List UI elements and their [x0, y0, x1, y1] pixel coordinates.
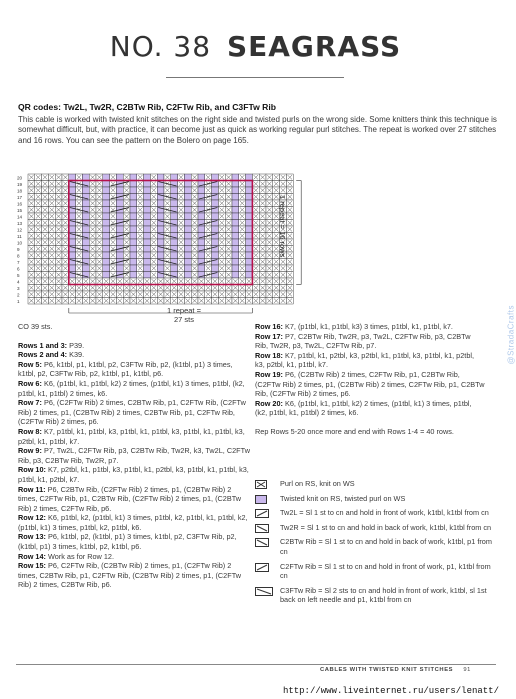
twisted-knit-cell	[144, 272, 151, 279]
intro-paragraph: This cable is worked with twisted knit stitches on the right side and twisted purls on the wrong side. Some knitters think this technique is somewhat difficult, but, with practice, it can become just as quick as working regular purl stitches. The repeat is worked over 27 stitches and 16 rows. You can see the pattern on the Bolero on page 165.	[18, 114, 497, 145]
repeat-height-text: 1 repeat =	[278, 195, 287, 229]
row-label: Row 20:	[255, 398, 283, 408]
twisted-knit-cell	[130, 220, 137, 227]
twisted-knit-cell	[232, 233, 239, 240]
row-label: Row 11:	[18, 484, 46, 494]
twisted-knit-cell	[69, 239, 76, 246]
twisted-knit-cell	[246, 272, 253, 279]
twisted-knit-cell	[116, 213, 123, 220]
twisted-knit-cell	[212, 239, 219, 246]
twisted-knit-cell	[171, 239, 178, 246]
twisted-knit-cell	[198, 200, 205, 207]
row-text: P39.	[67, 340, 85, 350]
row-text: K7, p1tbl, k1, p2tbl, k3, p2tbl, k1, p1tbl, k3, p1tbl, k1, p2tbl, k3, p2tbl, k1, p1tbl, k7.	[255, 350, 475, 370]
row-text: P6, k1tbl, p2, (k1tbl, p1) 3 times, k1tbl, p2, C3FTw Rib, p2, (k1tbl, p1) 3 times, k1tbl, p2, k1tbl, p6.	[18, 532, 237, 552]
twisted-knit-cell	[130, 259, 137, 266]
twisted-knit-cell	[198, 239, 205, 246]
key-item	[255, 586, 495, 605]
twisted-knit-cell	[171, 252, 178, 259]
row-text: P6, (C2BTw Rib) 2 times, C2FTw Rib, p1, C2BTw Rib, (C2FTw Rib) 2 times, p1, (C2BTw Rib) 2 times, C2FTw Rib, p1, C2BTw Rib, (C2FTw Rib) 2 times, p6.	[255, 369, 485, 399]
twisted-knit-cell	[103, 207, 110, 214]
twisted-knit-cell	[103, 194, 110, 201]
purl-symbol	[255, 480, 267, 489]
twisted-knit-cell	[144, 207, 151, 214]
twisted-knit-cell	[144, 213, 151, 220]
key-text: C3FTw Rib = Sl 2 sts to cn and hold in front of work, k1tbl, sl 1st back on left needle and p1, k1tbl from cn	[280, 585, 487, 605]
twisted-knit-symbol	[255, 495, 267, 504]
twisted-knit-cell	[212, 213, 219, 220]
twisted-knit-cell	[232, 181, 239, 188]
row-number: 17	[17, 194, 23, 200]
row-text: K7, p2tbl, k1, p1tbl, k3, p1tbl, k1, p2tbl, k3, p1tbl, k1, p1tbl, k3, p1tbl, k1, p2tbl, k7.	[18, 465, 249, 484]
twisted-knit-cell	[184, 200, 191, 207]
instruction-row	[18, 427, 250, 446]
instruction-row	[18, 532, 250, 551]
twisted-knit-cell	[184, 207, 191, 214]
row-number: 3	[17, 285, 20, 291]
row-text: P6, k1tbl, p1, k1tbl, p2, C3FTw Rib, p2, (k1tbl, p1) 3 times, k1tbl, p2, C3FTw Rib, p2, k1tbl, p1, k1tbl, p6.	[18, 359, 233, 379]
twisted-knit-cell	[157, 226, 164, 233]
twisted-knit-cell	[212, 200, 219, 207]
twisted-knit-cell	[130, 246, 137, 253]
twisted-knit-cell	[103, 239, 110, 246]
twisted-knit-cell	[184, 265, 191, 272]
twisted-knit-cell	[232, 220, 239, 227]
row-number: 1	[17, 298, 20, 304]
twisted-knit-cell	[184, 239, 191, 246]
row-number: 13	[17, 220, 23, 226]
row-number: 7	[17, 259, 20, 265]
twisted-knit-cell	[184, 259, 191, 266]
row-text: P6, (C2FTw Rib) 2 times, C2BTw Rib, p1, C2FTw Rib, (C2FTw Rib) 2 times, p1, (C2BTw Rib) 2 times, C2BTw Rib, p1, C2FTw Rib, (C2FTw Rib) 2 times, p6.	[18, 398, 246, 427]
row-number-column	[17, 175, 23, 303]
repeat-width-text: 1 repeat =	[167, 306, 201, 315]
twisted-knit-cell	[144, 265, 151, 272]
key-text: Tw2L = Sl 1 st to cn and hold in front of work, k1tbl, k1tbl from cn	[280, 508, 489, 518]
footer-section: CABLES WITH TWISTED KNIT STITCHES	[319, 667, 454, 673]
row-list-right	[255, 322, 485, 418]
twisted-knit-cell	[246, 265, 253, 272]
twisted-knit-cell	[69, 200, 76, 207]
instruction-row	[18, 465, 250, 484]
twisted-knit-cell	[144, 187, 151, 194]
row-label: Row 14:	[18, 551, 46, 561]
key-text: Twisted knit on RS, twisted purl on WS	[280, 493, 406, 503]
instruction-row	[18, 360, 250, 379]
twisted-knit-cell	[130, 233, 137, 240]
twisted-knit-cell	[171, 226, 178, 233]
twisted-knit-cell	[69, 187, 76, 194]
instruction-row	[18, 341, 250, 351]
twisted-knit-cell	[184, 181, 191, 188]
row-number: 19	[17, 181, 23, 187]
twisted-knit-cell	[171, 213, 178, 220]
instruction-row	[18, 561, 250, 590]
twisted-knit-cell	[232, 207, 239, 214]
twisted-knit-cell	[130, 252, 137, 259]
intro-section	[18, 102, 500, 146]
twisted-knit-cell	[116, 187, 123, 194]
twisted-knit-cell	[116, 174, 123, 181]
row-number: 12	[17, 227, 23, 233]
twisted-knit-cell	[69, 226, 76, 233]
twisted-knit-cell	[103, 259, 110, 266]
row-label: Row 10:	[18, 465, 46, 475]
row-number: 6	[17, 266, 20, 272]
twisted-knit-cell	[171, 187, 178, 194]
twisted-knit-cell	[69, 265, 76, 272]
twisted-knit-cell	[232, 246, 239, 253]
row-text: K6, p1tbl, k2, (p1tbl, k1) 3 times, p1tbl, k2, p1tbl, k1, p1tbl, k2, (p1tbl, k1) 3 times, p1tbl, k2, p1tbl, k6.	[18, 513, 248, 532]
row-text: P7, Tw2L, C2FTw Rib, p3, C2BTw Rib, Tw2R, k3, Tw2L, C2FTw Rib, p3, C2BTw Rib, Tw2R, p7.	[18, 446, 250, 465]
twisted-knit-cell	[232, 174, 239, 181]
pattern-title	[0, 30, 511, 63]
twisted-knit-cell	[144, 220, 151, 227]
twisted-knit-cell	[232, 259, 239, 266]
twisted-knit-cell	[130, 272, 137, 279]
twisted-knit-cell	[246, 181, 253, 188]
twisted-knit-cell	[246, 233, 253, 240]
twisted-knit-cell	[246, 187, 253, 194]
key-item	[255, 494, 495, 504]
qr-codes-heading: QR codes: Tw2L, Tw2R, C2BTw Rib, C2FTw Rib, and C3FTw Rib	[18, 102, 276, 112]
row-label: Row 18:	[255, 350, 283, 360]
row-label: Row 12:	[18, 513, 46, 523]
repeat-instruction: Rep Rows 5-20 once more and end with Rows 1-4 = 40 rows.	[255, 426, 454, 436]
twisted-knit-cell	[212, 226, 219, 233]
row-label: Row 6:	[18, 378, 42, 388]
twisted-knit-cell	[232, 239, 239, 246]
instruction-row	[18, 552, 250, 562]
row-label: Row 16:	[255, 322, 283, 331]
twisted-knit-cell	[103, 272, 110, 279]
repeat-height-count: 16 rows	[278, 231, 287, 258]
side-credit: @StradaCrafts	[507, 305, 516, 365]
twisted-knit-cell	[103, 220, 110, 227]
footer-divider	[16, 664, 496, 665]
twisted-knit-cell	[116, 265, 123, 272]
twisted-knit-cell	[246, 200, 253, 207]
key-text: Tw2R = Sl 1 st to cn and hold in back of work, k1tbl, k1tbl from cn	[280, 522, 492, 532]
instructions-left	[18, 322, 250, 590]
twisted-knit-cell	[184, 220, 191, 227]
row-list-left	[18, 341, 250, 590]
twisted-knit-cell	[157, 174, 164, 181]
twisted-knit-cell	[232, 265, 239, 272]
twisted-knit-cell	[116, 252, 123, 259]
twisted-knit-cell	[130, 226, 137, 233]
twisted-knit-cell	[157, 265, 164, 272]
twisted-knit-cell	[103, 200, 110, 207]
twisted-knit-cell	[116, 200, 123, 207]
row-number: 9	[17, 246, 20, 252]
twisted-knit-cell	[232, 213, 239, 220]
row-label: Rows 2 and 4:	[18, 350, 68, 360]
twisted-knit-cell	[103, 174, 110, 181]
twisted-knit-cell	[232, 272, 239, 279]
twisted-knit-cell	[157, 200, 164, 207]
twisted-knit-cell	[82, 213, 89, 220]
key-item	[255, 523, 495, 533]
twisted-knit-cell	[103, 233, 110, 240]
instruction-row	[255, 351, 485, 370]
twisted-knit-cell	[130, 207, 137, 214]
twisted-knit-cell	[171, 200, 178, 207]
twisted-knit-cell	[184, 226, 191, 233]
row-text: P7, C2BTw Rib, Tw2R, p3, Tw2L, C2FTw Rib, p3, C2BTw Rib, Tw2R, p3, Tw2L, C2FTw Rib, p7.	[255, 331, 471, 351]
twisted-knit-cell	[157, 213, 164, 220]
row-number: 10	[17, 240, 23, 246]
row-number: 14	[17, 214, 23, 220]
twisted-knit-cell	[198, 213, 205, 220]
twisted-knit-cell	[246, 259, 253, 266]
twisted-knit-cell	[130, 265, 137, 272]
row-label: Row 13:	[18, 532, 46, 542]
repeat-height-label	[278, 195, 287, 258]
twisted-knit-cell	[130, 174, 137, 181]
row-number: 4	[17, 279, 20, 285]
twisted-knit-cell	[246, 220, 253, 227]
row-label: Row 5:	[18, 359, 42, 369]
chart-key	[255, 479, 495, 610]
twisted-knit-cell	[103, 213, 110, 220]
row-label: Row 15:	[18, 561, 46, 571]
c2ftw-rib-symbol	[255, 563, 269, 572]
instruction-row	[18, 446, 250, 465]
c2btw-rib-symbol	[255, 538, 269, 547]
twisted-knit-cell	[184, 272, 191, 279]
instruction-row	[255, 370, 485, 399]
twisted-knit-cell	[144, 226, 151, 233]
twisted-knit-cell	[82, 200, 89, 207]
twisted-knit-cell	[184, 187, 191, 194]
row-text: P6, C2BTw Rib, (C2FTw Rib) 2 times, p1, (C2BTw Rib) 2 times, C2FTw Rib, p1, C2BTw Rib, (C2FTw Rib) 2 times, p1, (C2BTw Rib) 2 times, C2FTw Rib, p6.	[18, 484, 242, 513]
row-text: K7, (p1tbl, k1, p1tbl, k3) 3 times, p1tbl, k1, p1tbl, k7.	[282, 322, 453, 331]
twisted-knit-cell	[184, 246, 191, 253]
twisted-knit-cell	[82, 226, 89, 233]
instruction-row	[255, 322, 485, 332]
row-text: K6, (p1tbl, k1, p1tbl, k2) 2 times, (p1tbl, k1) 3 times, p1tbl, (k2, p1tbl, k1, p1tbl) 2 times, k6.	[255, 398, 472, 418]
instruction-row	[255, 399, 485, 418]
twisted-knit-cell	[171, 174, 178, 181]
twisted-knit-cell	[246, 174, 253, 181]
row-label: Row 8:	[18, 426, 42, 436]
twisted-knit-cell	[69, 213, 76, 220]
instructions-right	[255, 322, 485, 437]
twisted-knit-cell	[198, 174, 205, 181]
page-footer	[320, 667, 471, 673]
tw2r-symbol	[255, 524, 269, 533]
row-number: 15	[17, 207, 23, 213]
twisted-knit-cell	[246, 252, 253, 259]
row-number: 2	[17, 292, 20, 298]
twisted-knit-cell	[198, 265, 205, 272]
row-label: Row 17:	[255, 331, 283, 341]
twisted-knit-cell	[144, 252, 151, 259]
twisted-knit-cell	[82, 174, 89, 181]
instruction-row	[255, 332, 485, 351]
twisted-knit-cell	[144, 194, 151, 201]
page-number: 91	[463, 667, 471, 673]
row-label: Row 19:	[255, 369, 283, 379]
twisted-knit-cell	[144, 181, 151, 188]
twisted-knit-cell	[246, 246, 253, 253]
twisted-knit-cell	[184, 174, 191, 181]
row-number: 11	[17, 233, 22, 239]
twisted-knit-cell	[69, 252, 76, 259]
twisted-knit-cell	[116, 226, 123, 233]
twisted-knit-cell	[103, 187, 110, 194]
twisted-knit-cell	[212, 187, 219, 194]
twisted-knit-cell	[232, 252, 239, 259]
twisted-knit-cell	[232, 226, 239, 233]
twisted-knit-cell	[130, 200, 137, 207]
pattern-number: NO. 38	[109, 30, 212, 63]
instruction-row	[18, 398, 250, 427]
twisted-knit-cell	[184, 252, 191, 259]
twisted-knit-cell	[232, 200, 239, 207]
row-label: Rows 1 and 3:	[18, 340, 68, 350]
row-label: Row 7:	[18, 398, 42, 408]
instruction-row	[18, 513, 250, 532]
instruction-row	[18, 379, 250, 398]
source-url: http://www.liveinternet.ru/users/lenatt/	[282, 686, 499, 696]
twisted-knit-cell	[184, 213, 191, 220]
twisted-knit-cell	[246, 226, 253, 233]
key-item	[255, 562, 495, 581]
key-text: Purl on RS, knit on WS	[280, 479, 355, 488]
twisted-knit-cell	[212, 174, 219, 181]
twisted-knit-cell	[144, 174, 151, 181]
row-number: 16	[17, 201, 23, 207]
twisted-knit-cell	[103, 252, 110, 259]
pattern-name: SEAGRASS	[226, 30, 402, 63]
row-text: P6, C2FTw Rib, (C2BTw Rib) 2 times, p1, (C2FTw Rib) 2 times, C2BTw Rib, p1, C2FTw Rib, (C2BTw Rib) 2 times, p1, (C2FTw Rib) 2 times, C2BTw Rib, p6.	[18, 561, 242, 590]
twisted-knit-cell	[144, 259, 151, 266]
c3ftw-rib-symbol	[255, 587, 273, 596]
twisted-knit-cell	[69, 174, 76, 181]
key-text: C2BTw Rib = Sl 1 st to cn and hold in back of work, k1tbl, p1 from cn	[280, 537, 492, 556]
twisted-knit-cell	[103, 246, 110, 253]
twisted-knit-cell	[103, 181, 110, 188]
twisted-knit-cell	[184, 194, 191, 201]
twisted-knit-cell	[103, 226, 110, 233]
twisted-knit-cell	[144, 233, 151, 240]
row-text: K7, p1tbl, k1, p1tbl, k3, p1tbl, k1, p1tbl, k3, p1tbl, k1, p1tbl, k3, p2tbl, k1, p1tbl, k7.	[18, 426, 245, 446]
tw2l-symbol	[255, 509, 269, 518]
knitting-chart	[16, 171, 346, 331]
twisted-knit-cell	[212, 252, 219, 259]
row-number: 20	[17, 175, 23, 181]
twisted-knit-cell	[232, 187, 239, 194]
twisted-knit-cell	[212, 265, 219, 272]
twisted-knit-cell	[246, 194, 253, 201]
twisted-knit-cell	[82, 187, 89, 194]
twisted-knit-cell	[157, 187, 164, 194]
twisted-knit-cell	[144, 200, 151, 207]
twisted-knit-cell	[130, 181, 137, 188]
twisted-knit-cell	[246, 213, 253, 220]
twisted-knit-cell	[103, 265, 110, 272]
twisted-knit-cell	[130, 213, 137, 220]
row-number: 18	[17, 188, 23, 194]
row-label: Row 9:	[18, 446, 42, 456]
twisted-knit-cell	[198, 252, 205, 259]
key-item	[255, 479, 495, 489]
twisted-knit-cell	[198, 187, 205, 194]
twisted-knit-cell	[130, 194, 137, 201]
twisted-knit-cell	[130, 187, 137, 194]
row-number: 5	[17, 272, 20, 278]
cast-on-text: CO 39 sts.	[18, 322, 53, 331]
twisted-knit-cell	[82, 265, 89, 272]
twisted-knit-cell	[171, 265, 178, 272]
row-text: K39.	[67, 350, 85, 360]
twisted-knit-cell	[246, 239, 253, 246]
row-text: K6, (p1tbl, k1, p1tbl, k2) 2 times, (p1tbl, k1) 3 times, p1tbl, (k2, p1tbl, k1, p1tbl) 2 times, k6.	[18, 378, 245, 398]
key-text: C2FTw Rib = Sl 1 st to cn and hold in front of work, p1, k1tbl from cn	[280, 561, 491, 581]
key-item	[255, 508, 495, 518]
instruction-row	[18, 350, 250, 360]
twisted-knit-cell	[157, 239, 164, 246]
instruction-row	[18, 485, 250, 514]
twisted-knit-cell	[116, 239, 123, 246]
row-number: 8	[17, 253, 20, 259]
key-item	[255, 537, 495, 556]
twisted-knit-cell	[82, 252, 89, 259]
twisted-knit-cell	[144, 246, 151, 253]
row-text: Work as for Row 12.	[45, 551, 114, 561]
repeat-width-count: 27 sts	[173, 315, 194, 324]
twisted-knit-cell	[82, 239, 89, 246]
twisted-knit-cell	[246, 207, 253, 214]
twisted-knit-cell	[130, 239, 137, 246]
twisted-knit-cell	[232, 194, 239, 201]
twisted-knit-cell	[198, 226, 205, 233]
twisted-knit-cell	[144, 239, 151, 246]
twisted-knit-cell	[157, 252, 164, 259]
title-divider	[166, 77, 344, 78]
twisted-knit-cell	[184, 233, 191, 240]
